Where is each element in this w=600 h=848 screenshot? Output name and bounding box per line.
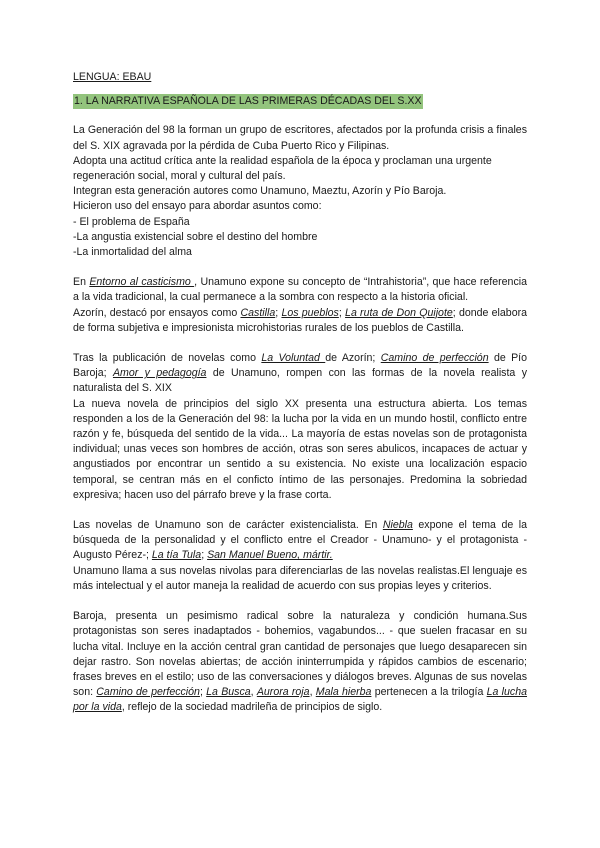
work-title: Camino de perfección [96,686,200,699]
work-title: Amor y pedagogía [112,367,207,380]
text-line: Tras la publicación de novelas como La Voluntad de Azorín; Camino de perfección de Pío Baroja; Amor y pedagogía de Unamuno, rompen con las formas de la novela realista y naturalista del S. XIX [73,352,527,395]
document-page [73,70,527,731]
text-line: Las novelas de Unamuno son de carácter existencialista. En Niebla expone el tema de la búsqueda de la personalidad y el conflicto entre el Creador - Unamuno- y el protagonista - Augusto Pérez-; La tía Tula; San Manuel Bueno, mártir. [73,519,527,562]
section-heading: 1. LA NARRATIVA ESPAÑOLA DE LAS PRIMERAS DÉCADAS DEL S.XX [73,94,423,109]
text-line: Adopta una actitud crítica ante la realidad española de la época y proclaman una urgente regeneración social, moral y cultural del país. [73,154,492,183]
text-line: La nueva novela de principios del siglo XX presenta una estructura abierta. Los temas responden a los de la Generación del 98: la lucha por la vida en un mundo hostil, conflicto entre razón y fe, búsqueda del sentido de la vida... La mayoría de estas novelas son de protagonista individual; unas veces son hombres de acción, otras son seres abulicos, incapaces de actuar y angustiados por encontrar un sentido a su existencia. No existe una localización espacio temporal, se centran más en el conficto íntimo de las personajes. Predomina la sobriedad expresiva; hacen uso del párrafo breve y la frase corta. [73,397,527,501]
text-line: Azorín, destacó por ensayos como Castilla; Los pueblos; La ruta de Don Quijote; donde elabora de forma subjetiva e impresionista microhistorias rurales de los pueblos de Castilla. [73,306,527,334]
work-title: La ruta de Don Quijote [345,306,453,319]
paragraph-essays [73,275,527,336]
list-item: - El problema de España [73,215,190,228]
work-title: La tía Tula [151,549,202,562]
text-line: Hicieron uso del ensayo para abordar asuntos como: [73,200,322,213]
paragraph-baroja: Baroja, presenta un pesimismo radical sobre la naturaleza y condición humana.Sus protagonistas son seres inadaptados - bohemios, vagabundos... - que suelen fracasar en su lucha vital. Incluye en la acción central gran cantidad de personajes que luego desaparecen sin dejar rastro. Son novelas abiertas; de acción ininterrumpida y rápidos cambios de escenario; frases breves en el estilo; uso de las conversaciones y diálogos breves. Algunas de sus novelas son: Camino de perfección; La Busca, Aurora roja, Mala hierba pertenecen a la trilogía La lucha por la vida, reflejo de la sociedad madrileña de principios de siglo. [73,610,528,714]
work-title: Aurora roja [256,686,310,699]
text-line: Unamuno llama a sus novelas nivolas para diferenciarlas de las novelas realistas.El lenguaje es más intelectual y el autor maneja la realidad de acuerdo con sus propias leyes y criterios. [73,564,527,592]
work-title: La Voluntad [261,352,326,365]
paragraph-unamuno [73,518,527,594]
text-line: Integran esta generación autores como Unamuno, Maeztu, Azorín y Pío Baroja. [73,185,447,198]
work-title: Camino de perfección [380,352,489,365]
work-title: Castilla [240,306,276,319]
list-item: -La inmortalidad del alma [73,246,192,259]
work-title: San Manuel Bueno, mártir. [207,549,333,562]
paragraph-generation-98 [73,123,527,260]
work-title: Entorno al casticismo [89,276,195,289]
list-item: -La angustia existencial sobre el destino del hombre [73,230,318,243]
work-title: Mala hierba [315,686,372,699]
work-title: La Busca [206,686,251,699]
work-title: Niebla [382,519,413,532]
work-title: Los pueblos [281,306,339,319]
text-line: En Entorno al casticismo , Unamuno expone su concepto de “Intrahistoria”, que hace referencia a la vida tradicional, la cual permanece a la sombra con respecto a la historia oficial. [73,276,527,304]
work-title: La lucha por la vida [73,686,528,714]
text-line: La Generación del 98 la forman un grupo de escritores, afectados por la profunda crisis a finales del S. XIX agravada por la pérdida de Cuba Puerto Rico y Filipinas. [73,124,527,152]
course-title: LENGUA: EBAU [73,71,152,83]
paragraph-new-novel [73,351,527,503]
